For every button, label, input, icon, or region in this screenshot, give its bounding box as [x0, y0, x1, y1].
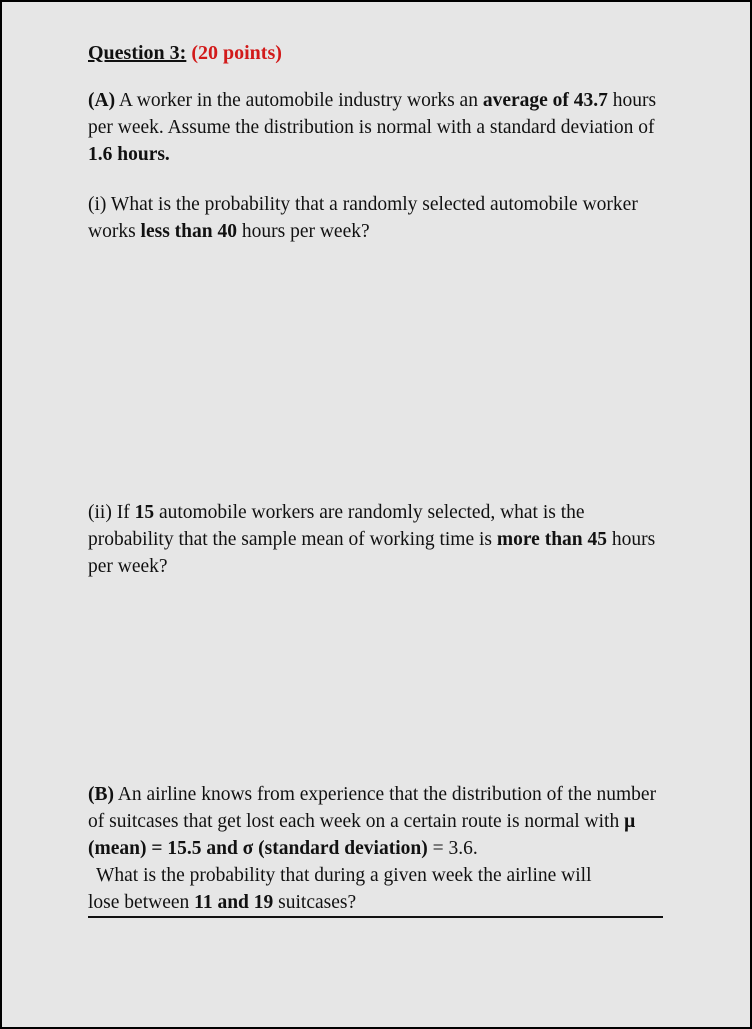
part-b-params: μ (mean) = 15.5 and σ (standard deviation) — [88, 811, 636, 859]
question-content — [88, 40, 668, 918]
part-b-text-2: = 3.6. — [427, 838, 478, 859]
part-b-text-1: An airline knows from experience that the distribution of the number of suitcases that get lost each week on a certain route is normal with — [88, 784, 657, 832]
subquestion-i-text-2: hours per week? — [236, 221, 370, 242]
subquestion-ii-text-2: automobile workers are randomly selected, what is the probability that the sample mean of working time is — [88, 502, 585, 550]
part-a-text-1: A worker in the automobile industry works an — [115, 90, 483, 111]
question-points: (20 points) — [191, 42, 282, 64]
part-a-statement — [88, 87, 668, 168]
part-b-last-line — [88, 889, 663, 918]
subquestion-ii-bold: more than 45 — [496, 529, 608, 550]
subquestion-ii-text-1: (ii) If — [88, 502, 135, 523]
question-title — [88, 40, 668, 67]
subquestion-ii — [88, 499, 668, 580]
part-b-text-5: suitcases? — [273, 892, 357, 913]
part-a-sd: 1.6 hours. — [88, 144, 170, 165]
part-a-label: (A) — [88, 90, 116, 111]
subquestion-i-text-1: (i) What is the probability that a randomly selected automobile worker works — [88, 194, 638, 242]
subquestion-ii-sample-size: 15 — [134, 502, 155, 523]
subquestion-ii-text-3: hours per week? — [88, 529, 656, 577]
part-a-text-2: hours per week. Assume the distribution is normal with a standard deviation of — [88, 90, 657, 138]
part-a-average: average of 43.7 — [482, 90, 608, 111]
question-number: Question 3: — [88, 42, 187, 64]
part-b-label: (B) — [88, 784, 114, 805]
part-b-text-3: What is the probability that during a given week the airline will — [96, 865, 592, 886]
subquestion-i-bold: less than 40 — [140, 221, 237, 242]
document-page — [2, 2, 750, 1027]
part-b-range: 11 and 19 — [194, 892, 274, 913]
part-b-text-4: lose between — [88, 892, 195, 913]
part-b-statement — [88, 781, 668, 918]
subquestion-i — [88, 191, 668, 245]
